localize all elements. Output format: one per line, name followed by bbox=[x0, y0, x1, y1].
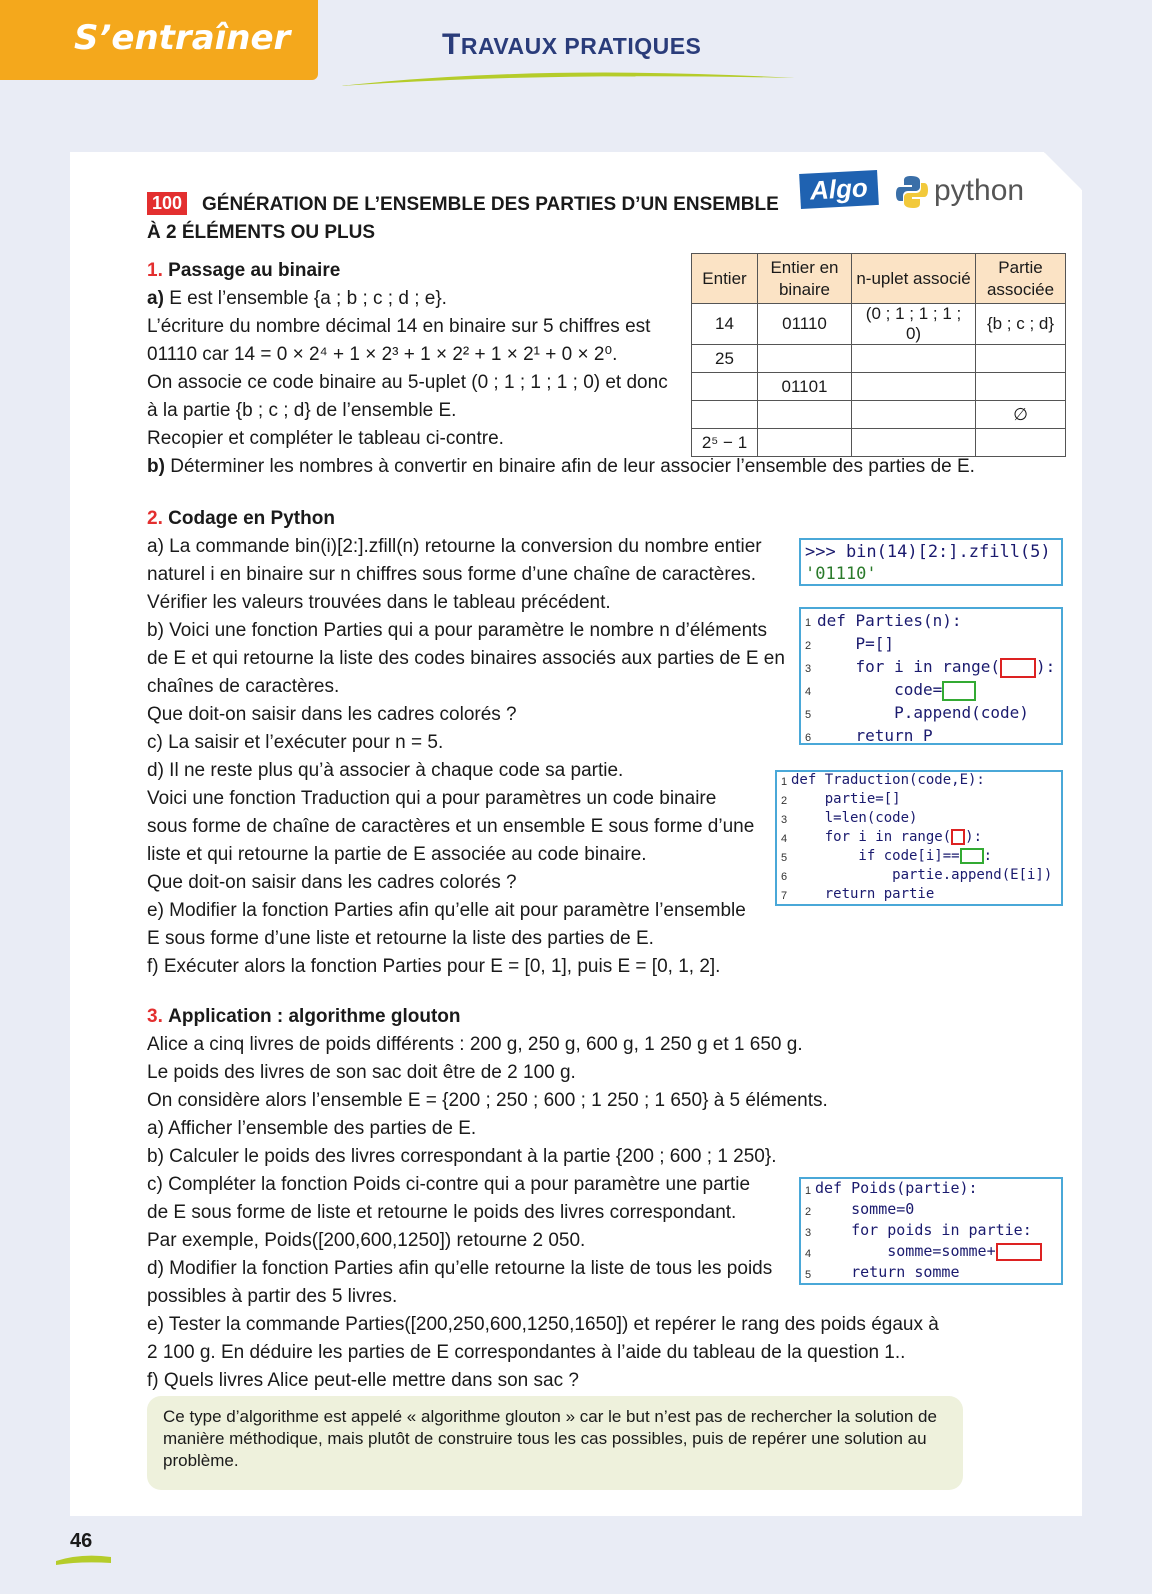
s3-line: de E sous forme de liste et retourne le poids des livres correspondant. bbox=[147, 1202, 737, 1223]
exercise-title-line2: À 2 ÉLÉMENTS OU PLUS bbox=[147, 222, 376, 243]
s2-line: Vérifier les valeurs trouvées dans le tableau précédent. bbox=[147, 592, 611, 613]
table-header: Entier en binaire bbox=[758, 254, 852, 304]
s1-line-b: b) Déterminer les nombres à convertir en binaire afin de leur associer l’ensemble des parties de E. bbox=[147, 456, 975, 477]
code-poids: 1 def Poids(partie): 2 somme=0 3 for poids in partie: 4 somme=somme+ 5 return somme bbox=[799, 1177, 1063, 1285]
s1-line-3: 01110 car 14 = 0 × 2⁴ + 1 × 2³ + 1 × 2² + 1 × 2¹ + 0 × 2⁰. bbox=[147, 344, 618, 365]
s3-line: d) Modifier la fonction Parties afin qu’elle retourne la liste de tous les poids bbox=[147, 1258, 773, 1279]
table-row: 01101 bbox=[692, 373, 1066, 401]
s3-line: e) Tester la commande Parties([200,250,600,1250,1650]) et repérer le rang des poids égaux à bbox=[147, 1314, 939, 1335]
s1-line-a: a) E est l’ensemble {a ; b ; c ; d ; e}. bbox=[147, 288, 447, 309]
s3-line: On considère alors l’ensemble E = {200 ; 250 ; 600 ; 1 250 ; 1 650} à 5 éléments. bbox=[147, 1090, 828, 1111]
s1-line-2: L’écriture du nombre décimal 14 en binaire sur 5 chiffres est bbox=[147, 316, 651, 337]
s2-line: f) Exécuter alors la fonction Parties pour E = [0, 1], puis E = [0, 1, 2]. bbox=[147, 956, 721, 977]
s2-line: c) La saisir et l’exécuter pour n = 5. bbox=[147, 732, 444, 753]
red-input-box bbox=[996, 1243, 1042, 1261]
s2-line: a) La commande bin(i)[2:].zfill(n) retourne la conversion du nombre entier bbox=[147, 536, 762, 557]
s2-line: chaînes de caractères. bbox=[147, 676, 340, 697]
s2-line: Que doit-on saisir dans les cadres colorés ? bbox=[147, 704, 517, 725]
s3-line: Le poids des livres de son sac doit être de 2 100 g. bbox=[147, 1062, 576, 1083]
exercise-number: 100 bbox=[147, 192, 187, 215]
s2-line: Que doit-on saisir dans les cadres colorés ? bbox=[147, 872, 517, 893]
red-input-box bbox=[1000, 658, 1036, 678]
s3-line: c) Compléter la fonction Poids ci-contre qui a pour paramètre une partie bbox=[147, 1174, 751, 1195]
green-input-box bbox=[960, 848, 984, 864]
s2-line: naturel i en binaire sur n chiffres sous forme d’une chaîne de caractères. bbox=[147, 564, 757, 585]
binary-table bbox=[691, 253, 1066, 457]
code-parties: 1 def Parties(n): 2 P=[] 3 for i in range( ): 4 code= 5 P.append(code) 6 return P bbox=[799, 607, 1063, 745]
table-row: 25 bbox=[692, 345, 1066, 373]
python-logo-icon bbox=[895, 174, 929, 210]
page-number: 46 bbox=[70, 1530, 93, 1552]
s1-line-4: On associe ce code binaire au 5-uplet (0 ; 1 ; 1 ; 1 ; 0) et donc bbox=[147, 372, 668, 393]
algo-badge: Algo bbox=[799, 170, 878, 209]
green-input-box bbox=[942, 681, 976, 701]
red-input-box bbox=[951, 829, 965, 845]
page-number-underline bbox=[56, 1553, 112, 1565]
s2-line: e) Modifier la fonction Parties afin qu’elle ait pour paramètre l’ensemble bbox=[147, 900, 746, 921]
s2-line: Voici une fonction Traduction qui a pour paramètres un code binaire bbox=[147, 788, 717, 809]
s3-line: Par exemple, Poids([200,600,1250]) retourne 2 050. bbox=[147, 1230, 586, 1251]
table-header: Entier bbox=[692, 254, 758, 304]
page-title: TRAVAUX PRATIQUES bbox=[442, 28, 702, 61]
s2-line: b) Voici une fonction Parties qui a pour paramètre le nombre n d’éléments bbox=[147, 620, 767, 641]
code-traduction: 1 def Traduction(code,E): 2 partie=[] 3 l=len(code) 4 for i in range( ): 5 if code[i]== : 6 partie.append(E[i]) 7 return partie bbox=[775, 770, 1063, 906]
table-header: Partie associée bbox=[976, 254, 1066, 304]
s3-line: b) Calculer le poids des livres correspondant à la partie {200 ; 600 ; 1 250}. bbox=[147, 1146, 777, 1167]
s3-line: a) Afficher l’ensemble des parties de E. bbox=[147, 1118, 477, 1139]
info-note: Ce type d’algorithme est appelé « algorithme glouton » car le but n’est pas de rechercher la solution de manière méthodique, mais plutôt de construire tous les cas possibles, puis de repérer une solution au problème. bbox=[147, 1396, 963, 1490]
table-row: 14 01110 (0 ; 1 ; 1 ; 1 ; 0) {b ; c ; d} bbox=[692, 304, 1066, 345]
section-tab bbox=[0, 0, 318, 80]
exercise-title: GÉNÉRATION DE L’ENSEMBLE DES PARTIES D’UN ENSEMBLE bbox=[202, 194, 779, 215]
section-tab-label: S’entraîner bbox=[74, 18, 291, 58]
table-header: n-uplet associé bbox=[852, 254, 976, 304]
s1-line-5: à la partie {b ; c ; d} de l’ensemble E. bbox=[147, 400, 457, 421]
code-console: >>> bin(14)[2:].zfill(5) '01110' bbox=[799, 538, 1063, 586]
title-underline bbox=[340, 68, 800, 92]
s2-line: E sous forme d’une liste et retourne la liste des parties de E. bbox=[147, 928, 654, 949]
s2-line: de E et qui retourne la liste des codes binaires associés aux parties de E en bbox=[147, 648, 785, 669]
python-logo-text: python bbox=[934, 174, 1025, 207]
s1-title: 1. Passage au binaire bbox=[147, 260, 341, 281]
s3-line: f) Quels livres Alice peut-elle mettre dans son sac ? bbox=[147, 1370, 579, 1391]
s3-title: 3. Application : algorithme glouton bbox=[147, 1006, 461, 1027]
s1-line-6: Recopier et compléter le tableau ci-contre. bbox=[147, 428, 504, 449]
table-row: 2⁵ − 1 bbox=[692, 429, 1066, 457]
s2-title: 2. Codage en Python bbox=[147, 508, 335, 529]
s2-line: sous forme de chaîne de caractères et un ensemble E sous forme d’une bbox=[147, 816, 755, 837]
s3-line: Alice a cinq livres de poids différents : 200 g, 250 g, 600 g, 1 250 g et 1 650 g. bbox=[147, 1034, 803, 1055]
s2-line: liste et qui retourne la partie de E associée au code binaire. bbox=[147, 844, 647, 865]
s2-line: d) Il ne reste plus qu’à associer à chaque code sa partie. bbox=[147, 760, 624, 781]
s3-line: 2 100 g. En déduire les parties de E correspondantes à l’aide du tableau de la question 1.. bbox=[147, 1342, 906, 1363]
s3-line: possibles à partir des 5 livres. bbox=[147, 1286, 398, 1307]
table-row: ∅ bbox=[692, 401, 1066, 429]
